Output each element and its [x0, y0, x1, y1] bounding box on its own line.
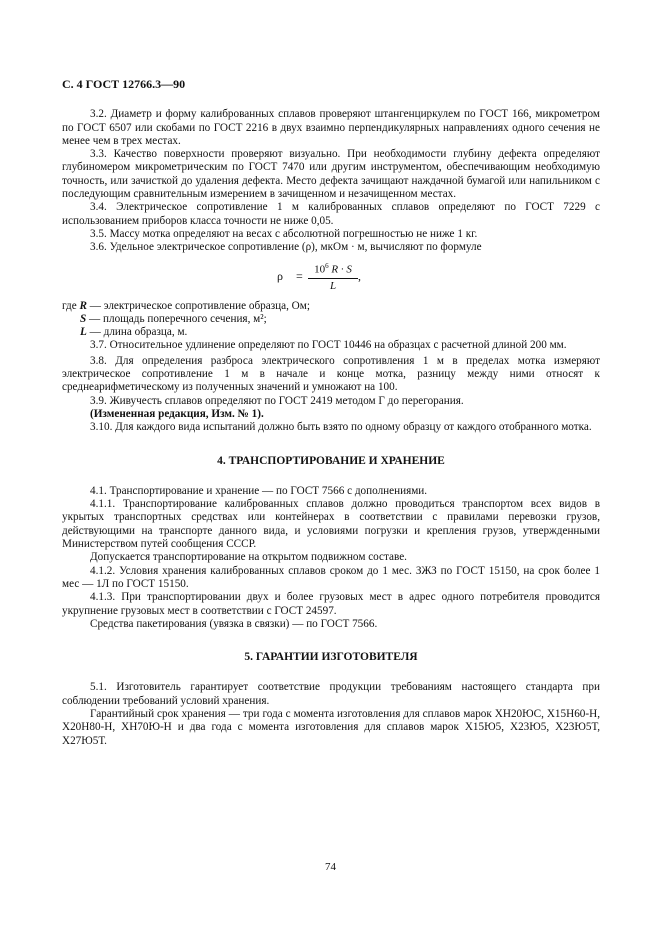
where-line-r — [62, 300, 600, 313]
paragraph-3-2: 3.2. Диаметр и форму калиброванных сплавов проверяют штангенциркулем по ГОСТ 166, микрометром по ГОСТ 6507 или скобами по ГОСТ 2216 в двух взаимно перпендикулярных направлениях одного сечения не менее чем в трех местах. — [62, 108, 600, 147]
where-text-l: — длина образца, м. — [86, 326, 188, 339]
section-4-title: 4. ТРАНСПОРТИРОВАНИЕ И ХРАНЕНИЕ — [217, 454, 445, 467]
formula-num-rest: R · S — [328, 263, 352, 276]
resistivity-formula — [62, 258, 600, 298]
where-prefix: где — [62, 299, 80, 312]
page-header: С. 4 ГОСТ 12766.3—90 — [62, 77, 186, 91]
where-symbol-r: R — [79, 299, 87, 312]
paragraph-3-3: 3.3. Качество поверхности проверяют визуально. При необходимости глубину дефекта определяют глубиномером микрометрическим по ГОСТ 7470 или другим инструментом, обеспечивающим необходимую точность, или зачисткой до удаления дефекта. Место дефекта зачищают наждачной бумагой или напильником с последующим сравнительным измерением в зачищенном и незачищенном местах. — [62, 148, 600, 201]
formula-numerator — [308, 260, 358, 279]
paragraph-3-6: 3.6. Удельное электрическое сопротивление (ρ), мкОм · м, вычисляют по формуле — [90, 241, 482, 254]
paragraph-5-1: 5.1. Изготовитель гарантирует соответствие продукции требованиям настоящего стандарта при соблюдении требований условий хранения. — [62, 681, 600, 707]
formula-num-base: 10 — [314, 263, 326, 276]
formula-rho: ρ — [277, 268, 283, 283]
paragraph-4-1-3b: Средства пакетирования (увязка в связки) — по ГОСТ 7566. — [90, 617, 378, 630]
page-number: 74 — [325, 861, 336, 873]
formula-comma: , — [358, 268, 361, 283]
paragraph-4-1-1b: Допускается транспортирование на открытом подвижном составе. — [90, 551, 407, 564]
paragraph-4-1-2: 4.1.2. Условия хранения калиброванных сплавов сроком до 1 мес. ЗЖЗ по ГОСТ 15150, на срок более 1 мес — 1Л по ГОСТ 15150. — [62, 564, 600, 590]
where-symbol-l: L — [80, 326, 87, 339]
paragraph-3-10: 3.10. Для каждого вида испытаний должно быть взято по одному образцу от каждого отобранного мотка. — [90, 421, 592, 434]
where-text-r: — электрическое сопротивление образца, Ом; — [86, 299, 310, 312]
formula-fraction — [308, 260, 358, 293]
paragraph-4-1: 4.1. Транспортирование и хранение — по ГОСТ 7566 с дополнениями. — [90, 484, 428, 497]
paragraph-5-1b: Гарантийный срок хранения — три года с момента изготовления для сплавов марок ХН20ЮС, Х15Н60-Н, Х20Н80-Н, ХН70Ю-Н и два года с момента изготовления для сплавов марок Х15Ю5, Х23Ю5, Х23Ю5Т, Х27Ю5Т. — [62, 707, 600, 747]
paragraph-3-7: 3.7. Относительное удлинение определяют по ГОСТ 10446 на образцах с расчетной длиной 200 мм. — [90, 339, 567, 352]
formula-denominator: L — [329, 279, 337, 292]
amendment-note: (Измененная редакция, Изм. № 1). — [90, 407, 264, 420]
formula-equals: = — [296, 268, 303, 283]
where-text-s: — площадь поперечного сечения, м²; — [86, 312, 267, 325]
where-line-l — [62, 326, 600, 339]
where-symbol-s: S — [80, 312, 87, 325]
paragraph-4-1-1: 4.1.1. Транспортирование калиброванных сплавов должно проводиться транспортом всех видов в укрытых транспортных средствах или контейнерах в соответствии с правилами перевозки грузов, действующими на транспорте данного вида, и условиями погрузки и крепления грузов, утвержденными Министерством путей сообщения СССР. — [62, 498, 600, 551]
formula-num-exp: 6 — [325, 261, 329, 270]
paragraph-3-9: 3.9. Живучесть сплавов определяют по ГОСТ 2419 методом Г до перегорания. — [90, 394, 464, 407]
paragraph-4-1-3: 4.1.3. При транспортировании двух и более грузовых мест в адрес одного потребителя проводится укрупнение грузовых мест в соответствии с ГОСТ 24597. — [62, 591, 600, 617]
document-page — [62, 78, 600, 748]
paragraph-3-4: 3.4. Электрическое сопротивление 1 м калиброванных сплавов определяют по ГОСТ 7229 с использованием приборов класса точности не ниже 0,05. — [62, 201, 600, 227]
section-5-title: 5. ГАРАНТИИ ИЗГОТОВИТЕЛЯ — [244, 651, 418, 664]
paragraph-3-8: 3.8. Для определения разброса электрического сопротивления 1 м в пределах мотка измеряют электрическое сопротивление 1 м в начале и конце мотка, разницу между ними относят к среднеарифметическому из полученных значений и умножают на 100. — [62, 354, 600, 394]
where-line-s — [62, 313, 600, 326]
paragraph-3-5: 3.5. Массу мотка определяют на весах с абсолютной погрешностью не ниже 1 кг. — [90, 227, 478, 240]
